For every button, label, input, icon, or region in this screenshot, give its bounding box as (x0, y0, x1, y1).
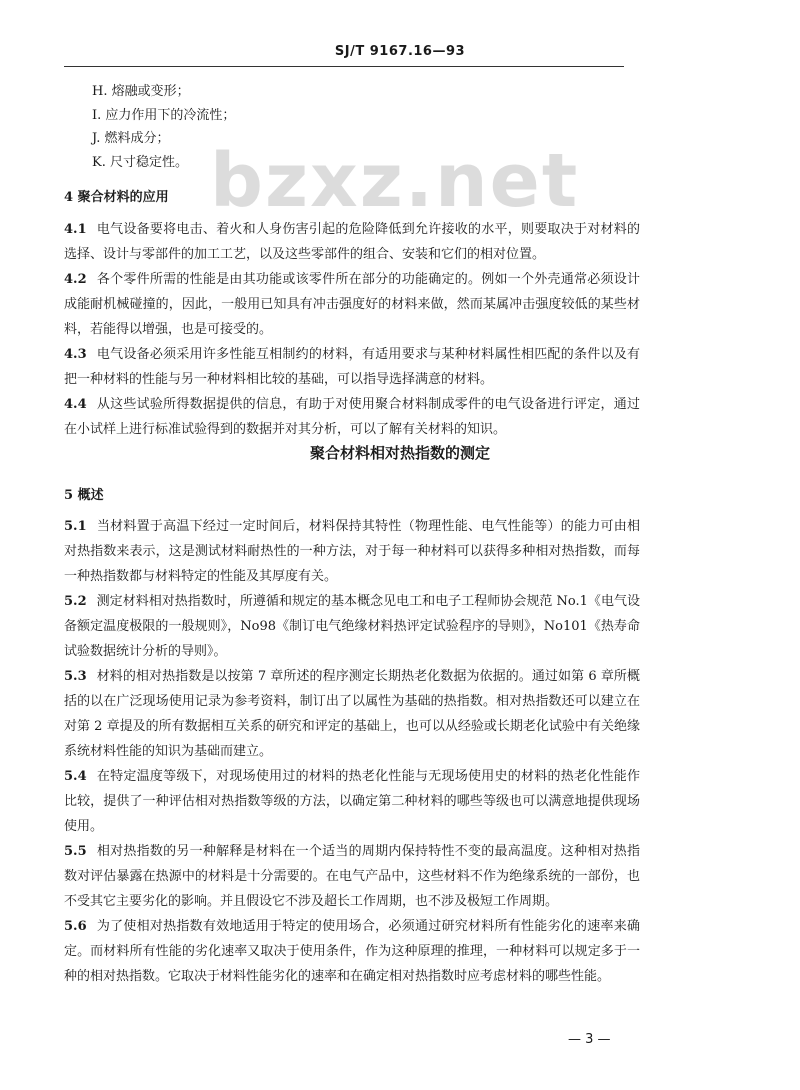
page-number: — 3 — (568, 1032, 611, 1047)
paragraph-text: 在特定温度等级下，对现场使用过的材料的热老化性能与无现场使用史的材料的热老化性能作比较，提供了一种评估相对热指数等级的方法，以确定第二种材料的哪些等级也可以满意地提供现场使用。 (64, 769, 640, 834)
section-4-heading: 4 聚合材料的应用 (64, 190, 169, 205)
paragraph-text: 材料的相对热指数是以按第 7 章所述的程序测定长期热老化数据为依据的。通过如第 6 章所概括的以在广泛现场使用记录为参考资料，制订出了以属性为基础的热指数。相对热指数还可以建立在对第 2 章提及的所有数据相互关系的研究和评定的基础上，也可以从经验或长期老化试验中有关绝缘系统材料性能的知识为基础而建立。 (64, 669, 640, 759)
paragraph-5-6 (64, 914, 640, 989)
paragraph-text: 从这些试验所得数据提供的信息，有助于对使用聚合材料制成零件的电气设备进行评定，通过在小试样上进行标准试验得到的数据并对其分析，可以了解有关材料的知识。 (64, 397, 640, 437)
paragraph-5-2 (64, 589, 640, 664)
paragraph-text: 测定材料相对热指数时，所遵循和规定的基本概念见电工和电子工程师协会规范 No.1《电气设备额定温度极限的一般规则》，No98《制订电气绝缘材料热评定试验程序的导则》，No101《热寿命试验数据统计分析的导则》。 (64, 594, 640, 659)
document-title: 聚合材料相对热指数的测定 (309, 444, 490, 462)
list-item: J. 燃料成分； (92, 131, 170, 146)
paragraph-text: 电气设备要将电击、着火和人身伤害引起的危险降低到允许接收的水平，则要取决于对材料的选择、设计与零部件的加工工艺，以及这些零部件的组合、安装和它们的相对位置。 (64, 222, 640, 262)
list-item: H. 熔融或变形； (92, 84, 190, 99)
section-5-heading: 5 概述 (64, 488, 104, 503)
paragraph-text: 当材料置于高温下经过一定时间后，材料保持其特性（物理性能、电气性能等）的能力可由相对热指数来表示，这是测试材料耐热性的一种方法，对于每一种材料可以获得多种相对热指数，而每一种热指数都与材料特定的性能及其厚度有关。 (64, 519, 640, 584)
paragraph-number: 5.1 (64, 519, 87, 534)
paragraph-4-1 (64, 217, 640, 267)
section-4-body (64, 217, 640, 442)
section-5-body (64, 514, 640, 989)
paragraph-4-4 (64, 392, 640, 442)
paragraph-number: 5.4 (64, 769, 87, 784)
paragraph-number: 5.5 (64, 844, 87, 859)
paragraph-number: 5.3 (64, 669, 87, 684)
paragraph-5-5 (64, 839, 640, 914)
paragraph-4-3 (64, 342, 640, 392)
paragraph-number: 4.4 (64, 397, 87, 412)
header-rule (64, 66, 624, 67)
paragraph-text: 各个零件所需的性能是由其功能或该零件所在部分的功能确定的。例如一个外壳通常必须设计成能耐机械碰撞的，因此，一般用已知具有冲击强度好的材料来做，然而某属冲击强度较低的某些材料，若能得以增强，也是可接受的。 (64, 272, 640, 337)
list-item: K. 尺寸稳定性。 (92, 154, 188, 170)
standard-code-header: SJ/T 9167.16—93 (334, 44, 466, 59)
paragraph-number: 5.6 (64, 919, 87, 934)
paragraph-number: 4.2 (64, 272, 87, 287)
paragraph-5-3 (64, 664, 640, 764)
paragraph-4-2 (64, 267, 640, 342)
paragraph-number: 5.2 (64, 594, 87, 609)
paragraph-5-1 (64, 514, 640, 589)
paragraph-text: 电气设备必须采用许多性能互相制约的材料，有适用要求与某种材料属性相匹配的条件以及有把一种材料的性能与另一种材料相比较的基础，可以指导选择满意的材料。 (64, 347, 640, 387)
list-item: I. 应力作用下的冷流性； (92, 107, 236, 123)
paragraph-number: 4.1 (64, 222, 87, 237)
paragraph-number: 4.3 (64, 347, 87, 362)
paragraph-text: 相对热指数的另一种解释是材料在一个适当的周期内保持特性不变的最高温度。这种相对热指数对评估暴露在热源中的材料是十分需要的。在电气产品中，这些材料不作为绝缘系统的一部份，也不受其它主要劣化的影响。并且假设它不涉及超长工作周期，也不涉及极短工作周期。 (64, 844, 640, 909)
paragraph-5-4 (64, 764, 640, 839)
watermark-logo: bzxz.net (210, 138, 580, 224)
paragraph-text: 为了使相对热指数有效地适用于特定的使用场合，必须通过研究材料所有性能劣化的速率来确定。而材料所有性能的劣化速率又取决于使用条件，作为这种原理的推理，一种材料可以规定多于一种的相对热指数。它取决于材料性能劣化的速率和在确定相对热指数时应考虑材料的哪些性能。 (64, 919, 640, 984)
property-list (92, 80, 235, 174)
